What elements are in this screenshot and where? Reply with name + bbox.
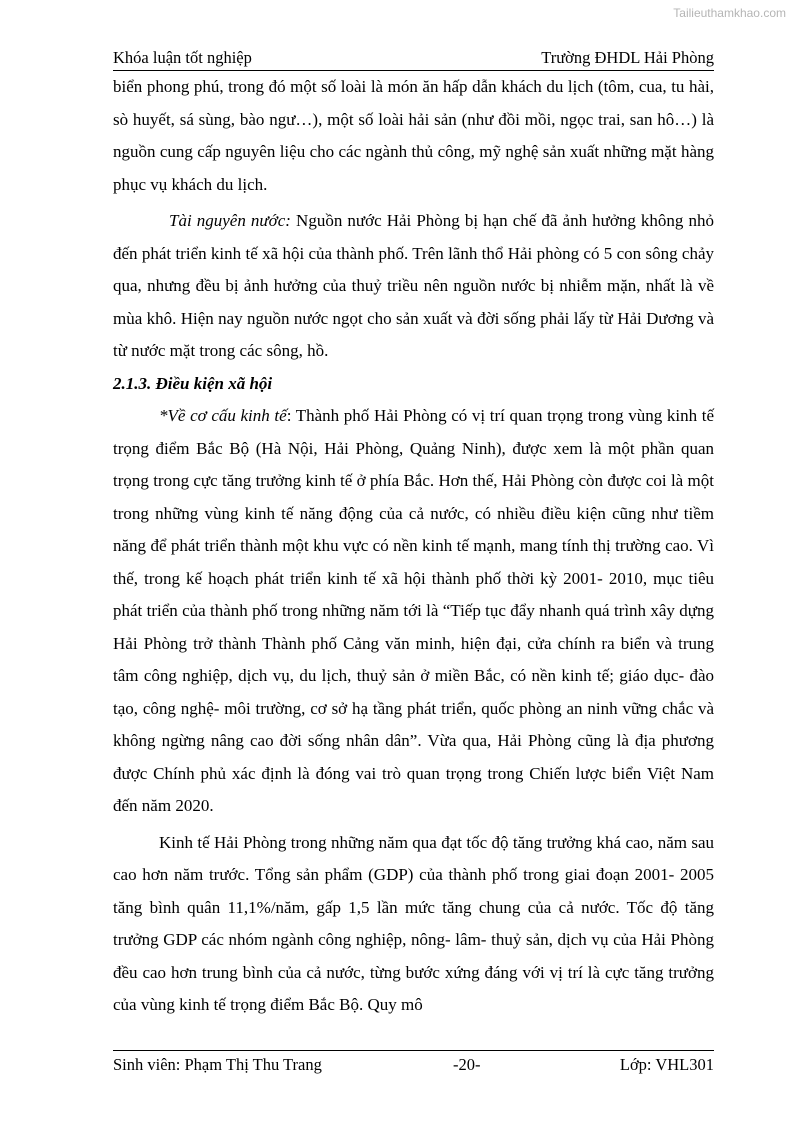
page-body xyxy=(113,71,714,1022)
page-footer xyxy=(113,1050,714,1079)
footer-student: Sinh viên: Phạm Thị Thu Trang xyxy=(113,1055,322,1074)
section-heading: 2.1.3. Điều kiện xã hội xyxy=(113,373,273,393)
footer-page-number: -20- xyxy=(453,1055,481,1074)
water-resources-text: Nguồn nước Hải Phòng bị hạn chế đã ảnh hưởng không nhỏ đến phát triển kinh tế xã hội của thành phố. Trên lãnh thổ Hải phòng có 5 con sông chảy qua, nhưng đều bị ảnh hưởng của thuỷ triều nên nguồn nước bị nhiễm mặn, nhất là về mùa khô. Hiện nay nguồn nước ngọt cho sản xuất và đời sống phải lấy từ Hải Dương và từ nước mặt trong các sông, hồ. xyxy=(113,211,714,360)
footer-class: Lớp: VHL301 xyxy=(619,1055,714,1074)
header-university: Trường ĐHDL Hải Phòng xyxy=(541,48,714,67)
page-header xyxy=(113,48,714,71)
paragraph-economy-growth: Kinh tế Hải Phòng trong những năm qua đạt tốc độ tăng trưởng khá cao, năm sau cao hơn năm trước. Tổng sản phẩm (GDP) của thành phố trong giai đoạn 2001- 2005 tăng bình quân 11,1%/năm, gấp 1,5 lần mức tăng chung của cả nước. Tốc độ tăng trưởng GDP các nhóm ngành công nghiệp, nông- lâm- thuỷ sản, dịch vụ của Hải Phòng đều cao hơn trung bình của cả nước, từng bước xứng đáng với vị trí là cực tăng trưởng của vùng kinh tế trọng điểm Bắc Bộ. Quy mô xyxy=(113,832,714,1014)
paragraph-economic-structure xyxy=(113,400,714,823)
economic-structure-label: *Về cơ cấu kinh tế xyxy=(159,406,287,425)
water-resources-label: Tài nguyên nước: xyxy=(169,211,291,230)
paragraph-marine-resources: biển phong phú, trong đó một số loài là món ăn hấp dẫn khách du lịch (tôm, cua, tu hài, sò huyết, sá sùng, bào ngư…), một số loài hải sản (như đồi mồi, ngọc trai, san hô…) là nguồn cung cấp nguyên liệu cho các ngành thủ công, mỹ nghệ sản xuất những mặt hàng phục vụ khách du lịch. xyxy=(113,77,714,194)
paragraph-water-resources xyxy=(113,205,714,368)
header-thesis-title: Khóa luận tốt nghiệp xyxy=(113,48,252,67)
watermark: Tailieuthamkhao.com xyxy=(673,6,786,20)
economic-structure-text: : Thành phố Hải Phòng có vị trí quan trọng trong vùng kinh tế trọng điểm Bắc Bộ (Hà Nội, Hải Phòng, Quảng Ninh), được xem là một phần quan trọng trong cực tăng trưởng kinh tế ở phía Bắc. Hơn thế, Hải Phòng còn được coi là một trong những vùng kinh tế năng động của cả nước, có nhiều điều kiện cũng như tiềm năng để phát triển thành một khu vực có nền kinh tế mạnh, mang tính thị trường cao. Vì thế, trong kế hoạch phát triển kinh tế xã hội thành phố thời kỳ 2001- 2010, mục tiêu phát triển của thành phố trong những năm tới là “Tiếp tục đẩy nhanh quá trình xây dựng Hải Phòng trở thành Thành phố Cảng văn minh, hiện đại, cửa chính ra biển và trung tâm công nghiệp, dịch vụ, du lịch, thuỷ sản ở miền Bắc, có nền kinh tế; giáo dục- đào tạo, công nghệ- môi trường, cơ sở hạ tầng phát triển, quốc phòng an ninh vững chắc và không ngừng nâng cao đời sống nhân dân”. Vừa qua, Hải Phòng cũng là địa phương được Chính phủ xác định là đóng vai trò quan trọng trong Chiến lược biển Việt Nam đến năm 2020. xyxy=(113,406,714,815)
